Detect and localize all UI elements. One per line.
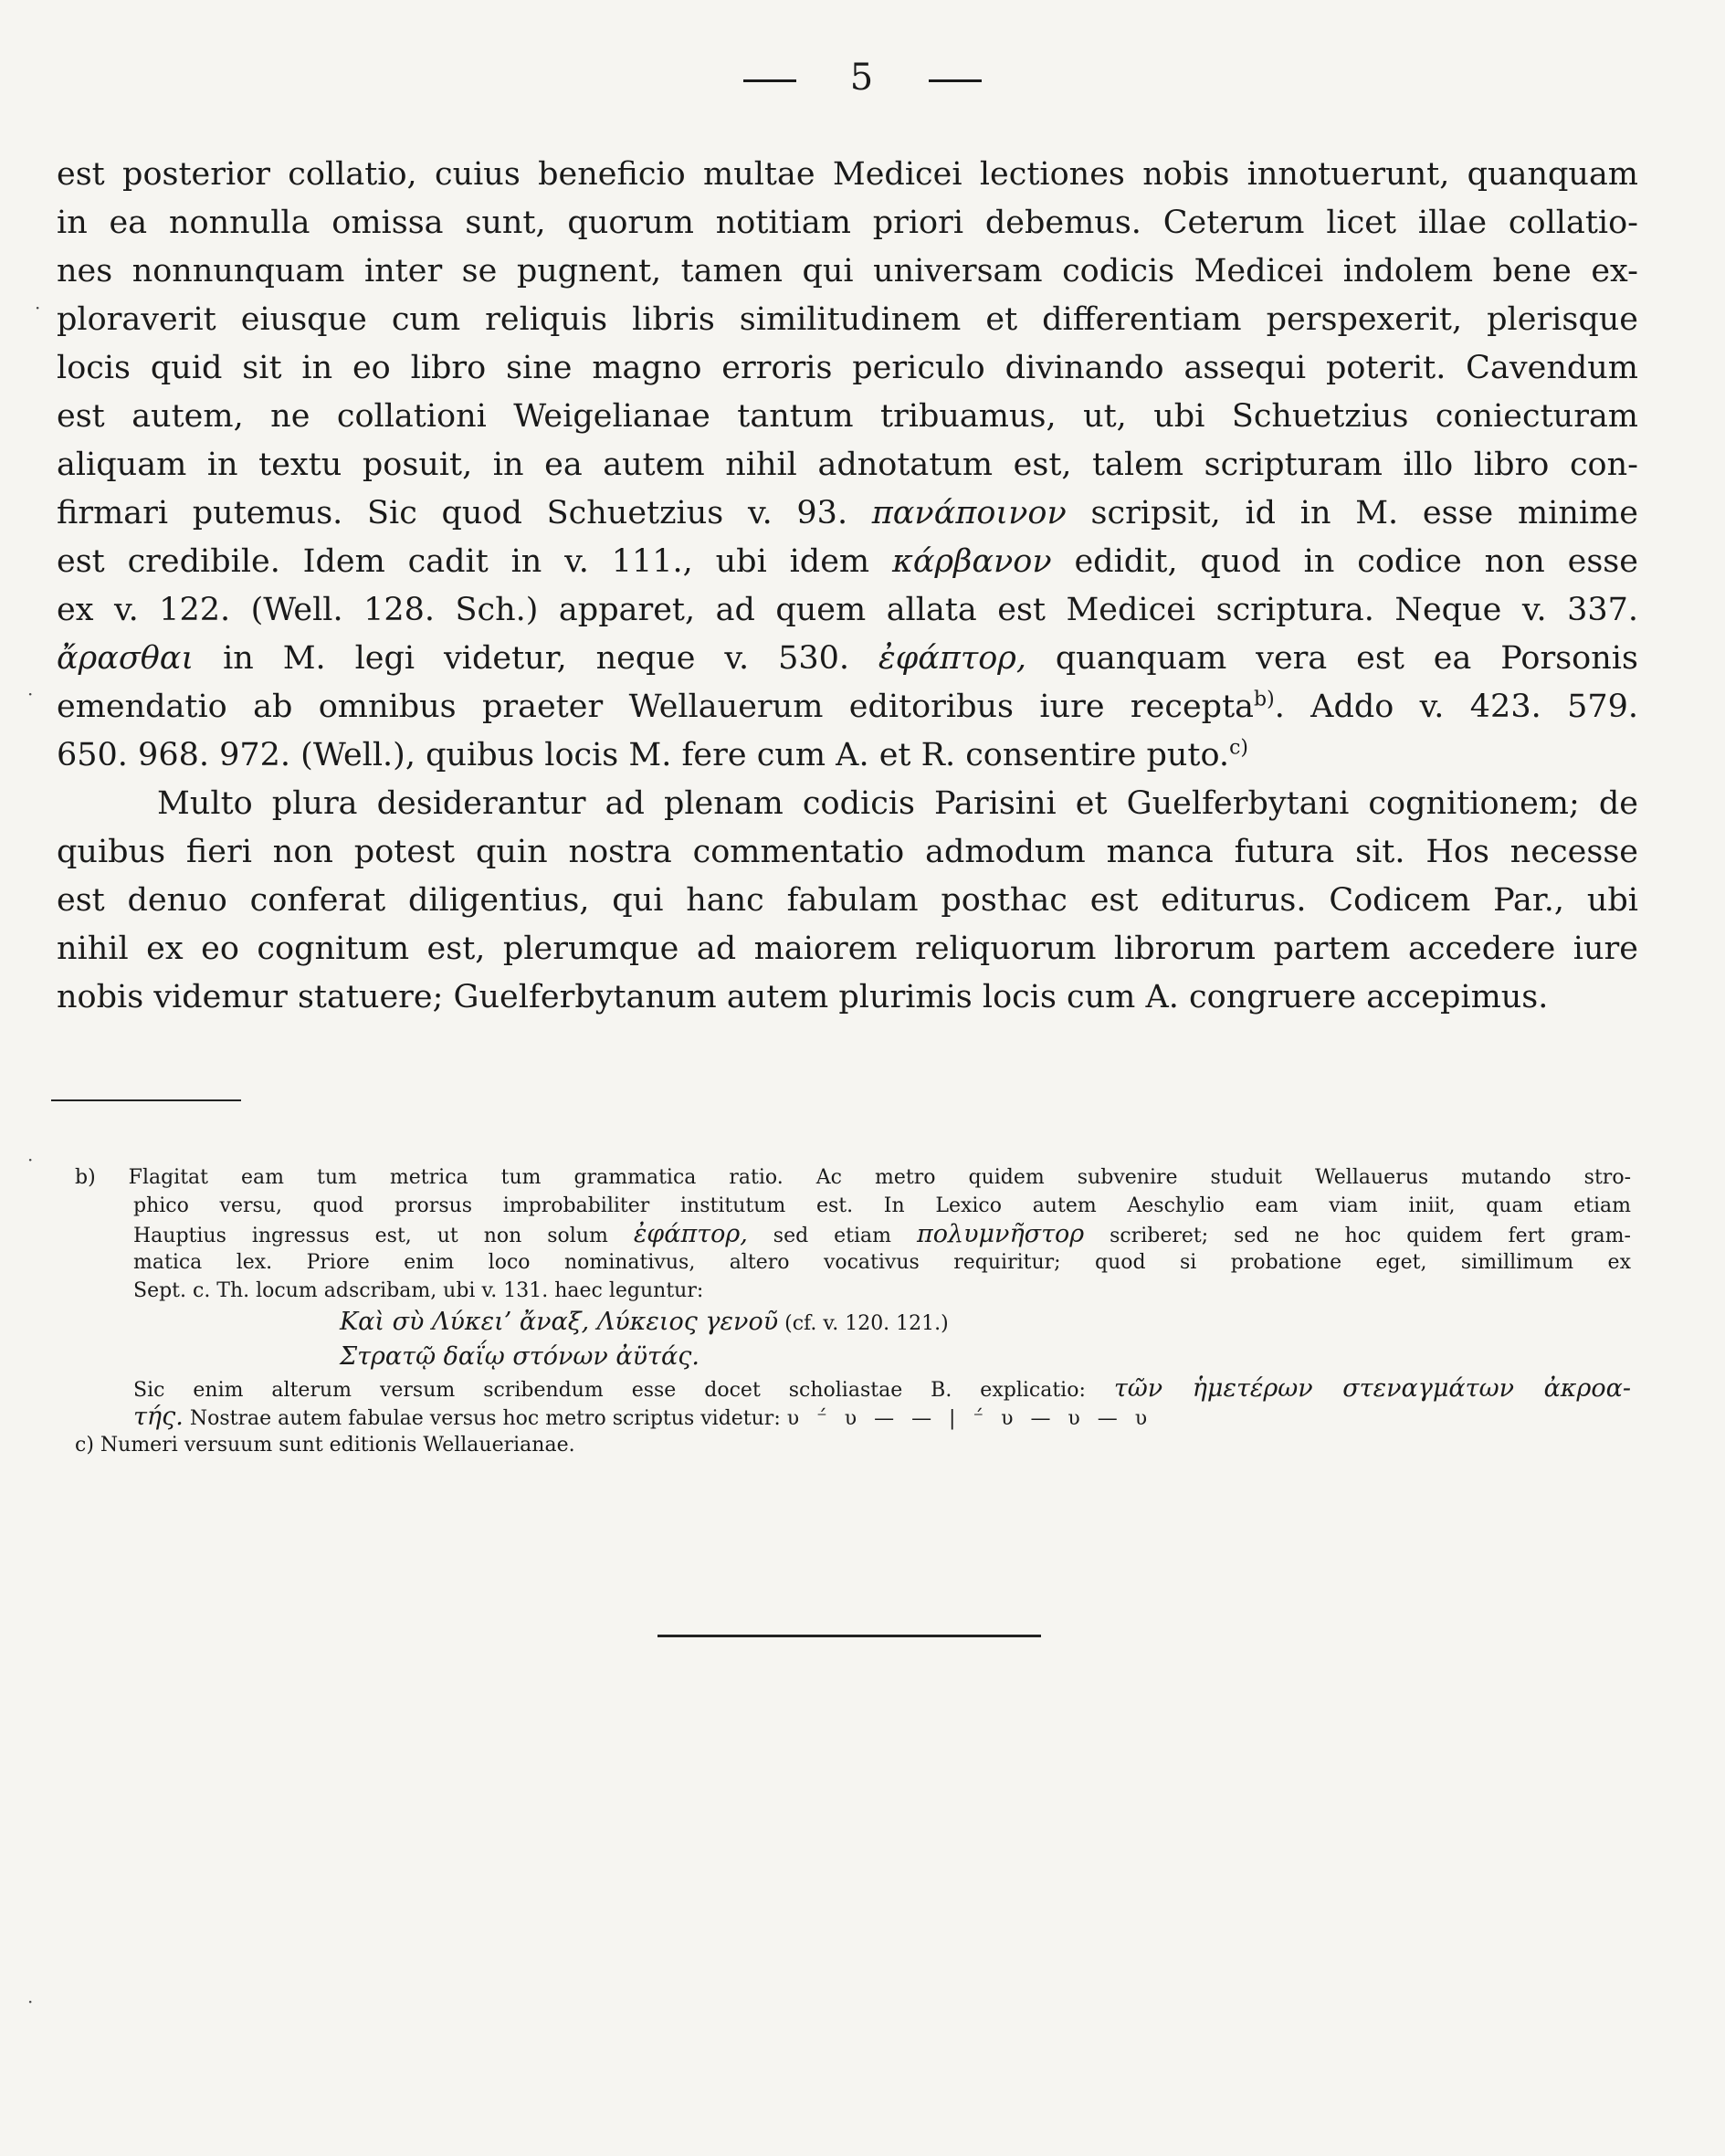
footnote-line bbox=[75, 1374, 1631, 1403]
text-segment: . Addo v. 423. 579. bbox=[1274, 689, 1638, 725]
text-segment: sed etiam bbox=[773, 1225, 892, 1247]
greek-word: πολυμνῆστορ bbox=[916, 1220, 1085, 1248]
text-segment: 650. 968. 972. (Well.), quibus locis M. fere cum A. et R. consentire puto. bbox=[57, 737, 1230, 773]
text-segment: Sic enim alterum versum scribendum esse docet scholiastae B. explicatio: bbox=[133, 1379, 1086, 1402]
greek-word: κάρβανον bbox=[891, 543, 1052, 580]
footnote-line: b) Flagitat eam tum metrica tum grammatica ratio. Ac metro quidem subvenire studuit Wellauerus mutando stro- bbox=[75, 1166, 1631, 1189]
footnote-line: Sept. c. Th. locum adscribam, ubi v. 131. haec leguntur: bbox=[133, 1279, 704, 1302]
text-line bbox=[57, 683, 1638, 731]
text-line bbox=[57, 731, 1638, 780]
verse-line bbox=[75, 1340, 1631, 1374]
header-dash-left bbox=[743, 79, 796, 82]
margin-mark: · bbox=[27, 1149, 34, 1171]
greek-word: ἄρασθαι bbox=[57, 640, 195, 677]
text-line: nobis videmur statuere; Guelferbytanum autem plurimis locis cum A. congruere accepimus. bbox=[57, 979, 1549, 1015]
text-line: locis quid sit in eo libro sine magno erroris periculo divinando assequi poterit. Cavendum bbox=[57, 350, 1638, 386]
footnote-line: matica lex. Priore enim loco nominativus, altero vocativus requiritur; quod si probatione eget, simillimum ex bbox=[133, 1251, 1631, 1274]
text-segment: Nostrae autem fabulae versus hoc metro scriptus videtur: bbox=[189, 1407, 781, 1430]
text-segment: Hauptius ingressus est, ut non solum bbox=[133, 1225, 608, 1247]
footnotes bbox=[75, 1163, 1631, 1459]
text-segment: firmari putemus. Sic quod Schuetzius v. 93. bbox=[57, 495, 848, 531]
text-line: ex v. 122. (Well. 128. Sch.) apparet, ad quem allata est Medicei scriptura. Neque v. 337. bbox=[57, 592, 1638, 628]
text-line: ploraverit eiusque cum reliquis libris similitudinem et differentiam perspexerit, plerisque bbox=[57, 301, 1638, 338]
text-segment: est credibile. Idem cadit in v. 111., ubi idem bbox=[57, 543, 870, 580]
footnote-line: phico versu, quod prorsus improbabiliter institutum est. In Lexico autem Aeschylio eam viam iniit, quam etiam bbox=[133, 1194, 1631, 1217]
text-line: est autem, ne collationi Weigelianae tantum tribuamus, ut, ubi Schuetzius coniecturam bbox=[57, 398, 1638, 435]
page-header bbox=[0, 57, 1725, 99]
text-line: est denuo conferat diligentius, qui hanc fabulam posthac est editurus. Codicem Par., ubi bbox=[57, 882, 1638, 919]
text-line bbox=[57, 635, 1638, 683]
greek-verse: Καὶ σὺ Λύκει’ ἄναξ, Λύκειος γενοῦ bbox=[340, 1308, 779, 1336]
greek-word: πανάποινον bbox=[871, 495, 1067, 531]
greek-word: τής. bbox=[133, 1403, 184, 1431]
verse-reference: (cf. v. 120. 121.) bbox=[784, 1312, 949, 1335]
greek-word: τῶν ἡμετέρων στεναγμάτων ἀκροα- bbox=[1113, 1374, 1631, 1403]
text-line: in ea nonnulla omissa sunt, quorum notitiam priori debemus. Ceterum licet illae collatio- bbox=[57, 205, 1638, 241]
greek-word: ἐφάπτορ, bbox=[878, 640, 1026, 677]
text-segment: emendatio ab omnibus praeter Wellauerum editoribus iure recepta bbox=[57, 689, 1255, 725]
text-segment: scriberet; sed ne hoc quidem fert gram- bbox=[1110, 1225, 1631, 1247]
footnote-line bbox=[75, 1220, 1631, 1248]
text-line: nihil ex eo cognitum est, plerumque ad maiorem reliquorum librorum partem accedere iure bbox=[57, 931, 1638, 967]
text-line: quibus fieri non potest quin nostra commentatio admodum manca futura sit. Hos necesse bbox=[57, 834, 1638, 870]
verse-line bbox=[75, 1305, 1631, 1340]
text-line: aliquam in textu posuit, in ea autem nihil adnotatum est, talem scripturam illo libro con- bbox=[57, 447, 1638, 483]
text-segment: scripsit, id in M. esse minime bbox=[1090, 495, 1638, 531]
text-line: est posterior collatio, cuius beneficio multae Medicei lectiones nobis innotuerunt, quanquam bbox=[57, 156, 1638, 193]
greek-word: ἐφάπτορ, bbox=[633, 1220, 748, 1248]
main-text bbox=[57, 151, 1638, 1022]
text-segment: edidit, quod in codice non esse bbox=[1074, 543, 1638, 580]
footnote-line bbox=[75, 1403, 1631, 1431]
text-segment: in M. legi videtur, neque v. 530. bbox=[223, 640, 850, 677]
margin-mark: · bbox=[35, 297, 41, 319]
text-line bbox=[57, 538, 1638, 586]
text-segment: quanquam vera est ea Porsonis bbox=[1055, 640, 1638, 677]
header-dash-right bbox=[929, 79, 982, 82]
metre-scheme: υ ⁻́ υ — — | ⁻́ υ — υ — υ bbox=[786, 1407, 1153, 1430]
page-number: 5 bbox=[849, 57, 876, 99]
greek-verse: Στρατῷ δαΐῳ στόνων ἀϋτάς. bbox=[340, 1342, 699, 1371]
text-line bbox=[57, 489, 1638, 538]
text-line: Multo plura desiderantur ad plenam codicis Parisini et Guelferbytani cognitionem; de bbox=[157, 785, 1638, 822]
margin-mark: · bbox=[27, 683, 34, 705]
text-line: nes nonnunquam inter se pugnent, tamen qui universam codicis Medicei indolem bene ex- bbox=[57, 253, 1638, 289]
margin-mark: · bbox=[27, 1991, 34, 2013]
footnote-line: c) Numeri versuum sunt editionis Wellauerianae. bbox=[75, 1434, 575, 1457]
footnote-ref-c: c) bbox=[1229, 736, 1248, 760]
end-divider bbox=[657, 1635, 1041, 1637]
footnote-ref-b: b) bbox=[1254, 688, 1275, 711]
footnote-divider bbox=[51, 1099, 241, 1101]
